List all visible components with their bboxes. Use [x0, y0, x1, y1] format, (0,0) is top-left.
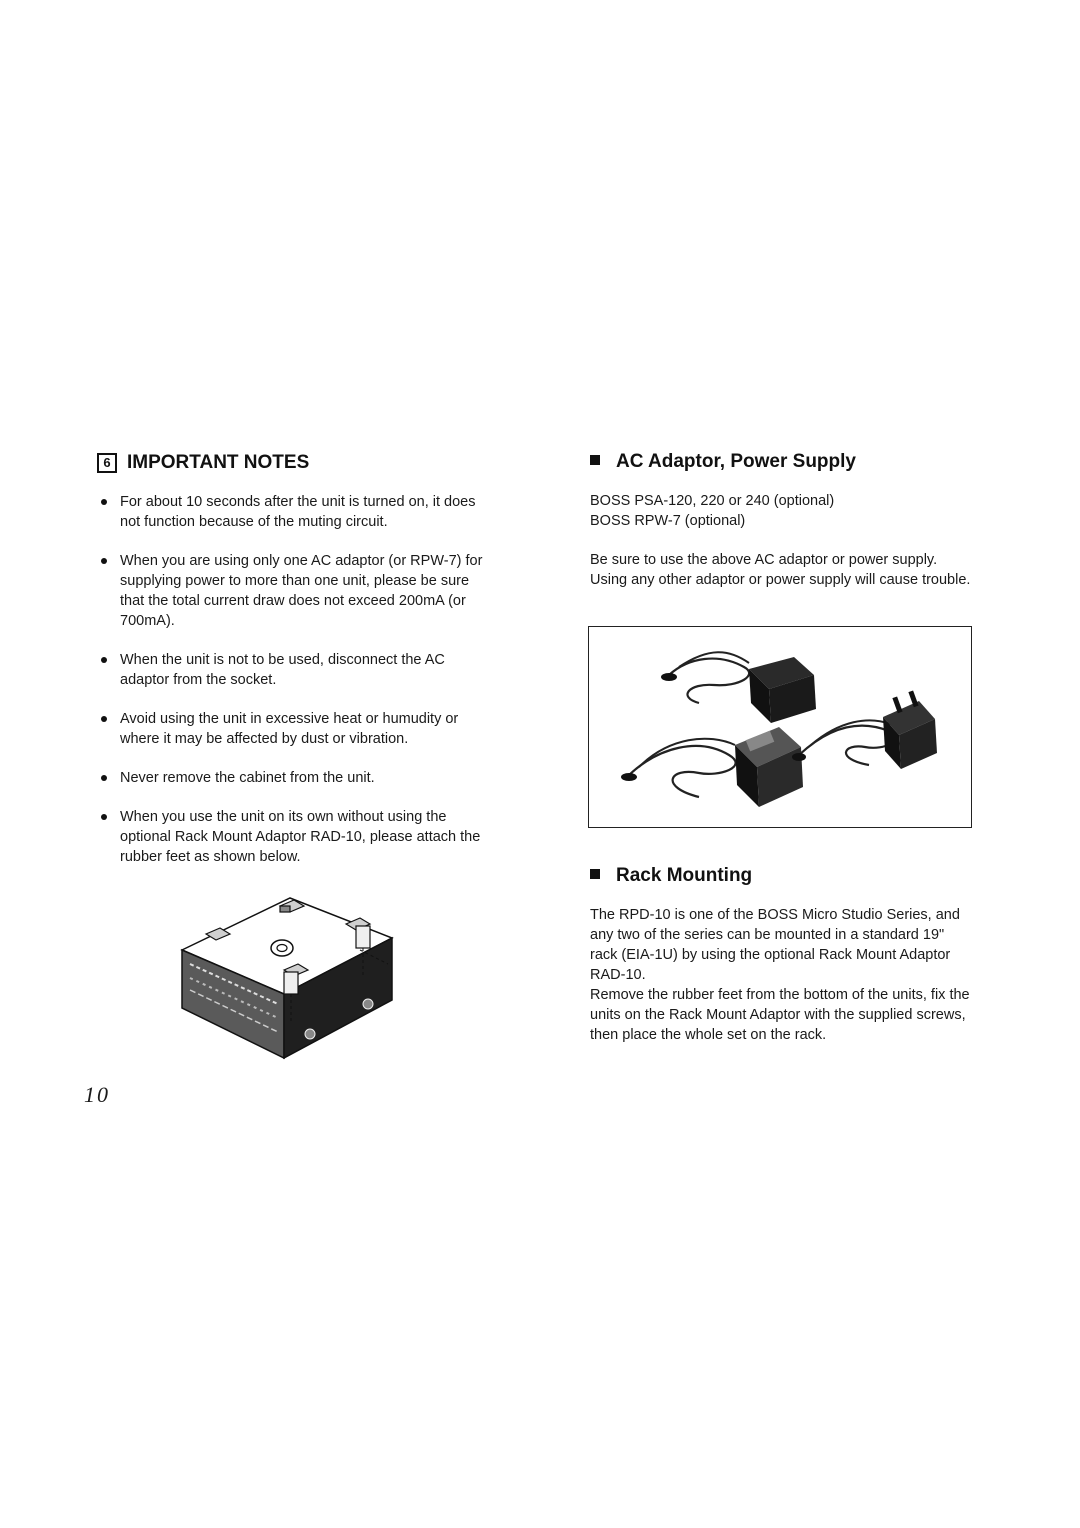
important-notes-heading — [97, 452, 309, 474]
note-item: For about 10 seconds after the unit is turned on, it does not function because of the muting circuit. — [100, 492, 490, 532]
section-number-box: 6 — [97, 453, 117, 473]
note-item: When you are using only one AC adaptor (or RPW-7) for supplying power to more than one unit, please be sure that the total current draw does not exceed 200mA (or 700mA). — [100, 551, 490, 631]
square-bullet-icon — [590, 869, 600, 879]
square-bullet-icon — [590, 455, 600, 465]
ac-adaptor-heading — [590, 451, 856, 473]
ac-adaptor-note: Be sure to use the above AC adaptor or power supply. Using any other adaptor or power supply will cause trouble. — [590, 552, 971, 588]
important-notes-list — [100, 492, 490, 886]
ac-adaptor-title: AC Adaptor, Power Supply — [616, 451, 856, 472]
ac-adaptor-models — [590, 491, 980, 531]
note-item: When the unit is not to be used, disconnect the AC adaptor from the socket. — [100, 650, 490, 690]
adaptor-photo-frame — [588, 626, 972, 828]
note-item: When you use the unit on its own without using the optional Rack Mount Adaptor RAD-10, please attach the rubber feet as shown below. — [100, 807, 490, 867]
ac-adaptor-photo — [589, 627, 971, 827]
note-item: Avoid using the unit in excessive heat or humudity or where it may be affected by dust or vibration. — [100, 709, 490, 749]
page-number: 10 — [84, 1082, 110, 1107]
rack-mounting-title: Rack Mounting — [616, 865, 753, 886]
note-item: Never remove the cabinet from the unit. — [100, 768, 490, 788]
rack-mounting-paragraph-2: Remove the rubber feet from the bottom of the units, fix the units on the Rack Mount Adaptor with the supplied screws, then place the whole set on the rack. — [590, 987, 970, 1043]
rubber-feet-illustration — [170, 890, 410, 1070]
rack-mounting-paragraph-1: The RPD-10 is one of the BOSS Micro Studio Series, and any two of the series can be mounted in a standard 19" rack (EIA-1U) by using the optional Rack Mount Adaptor RAD-10. — [590, 907, 960, 983]
rack-mounting-heading — [590, 865, 752, 887]
important-notes-title: IMPORTANT NOTES — [127, 452, 310, 473]
adaptor-model-line: BOSS PSA-120, 220 or 240 (optional) — [590, 493, 835, 509]
adaptor-model-line: BOSS RPW-7 (optional) — [590, 513, 746, 529]
